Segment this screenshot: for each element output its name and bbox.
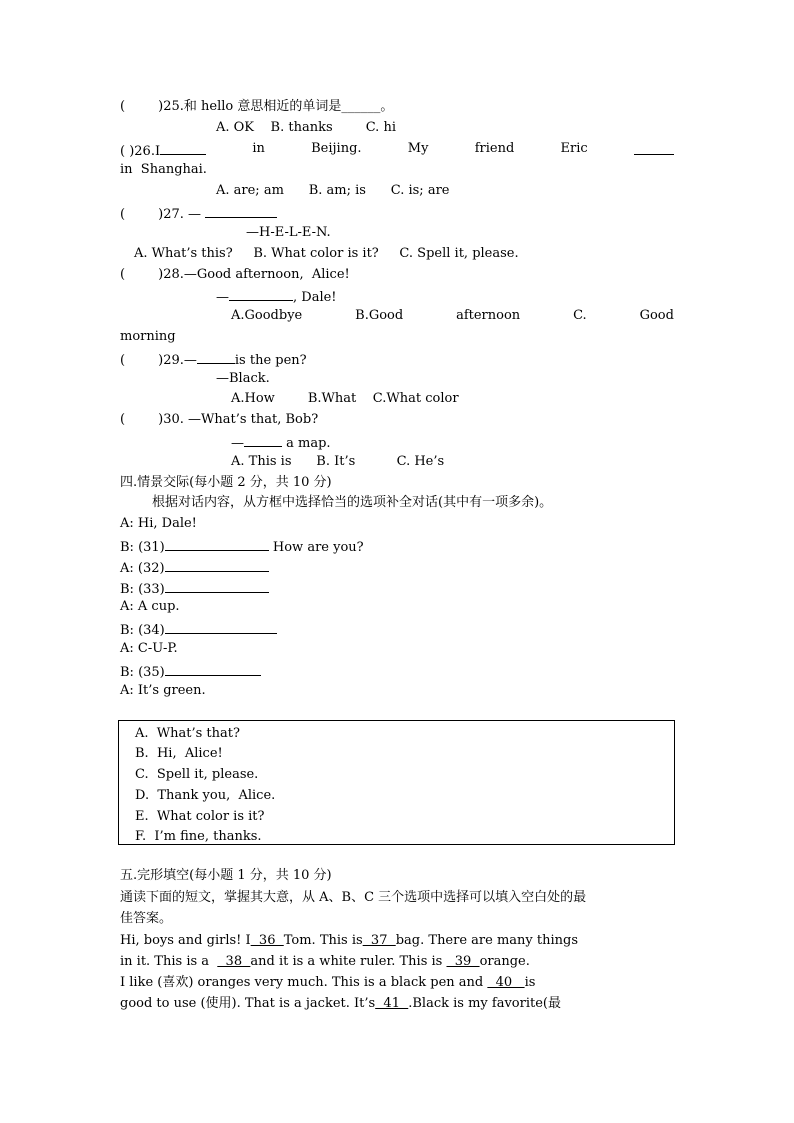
- dialogue-line: [120, 640, 178, 658]
- choice-c: C. Spell it, please.: [135, 767, 259, 782]
- q30-blank[interactable]: [244, 432, 282, 447]
- q28-options: [231, 307, 674, 325]
- choice-f: F. I’m fine, thanks.: [135, 829, 262, 844]
- passage-text: orange.: [479, 954, 530, 969]
- q29-answer: —Black.: [216, 371, 270, 386]
- q28-stem: ( )28.—Good afternoon, Alice!: [120, 267, 350, 282]
- dialogue-text: B: (35): [120, 665, 165, 680]
- q27-blank[interactable]: [205, 203, 277, 218]
- q25-options: A. OK B. thanks C. hi: [216, 120, 396, 135]
- blank-37[interactable]: 37: [362, 933, 396, 948]
- q25-stem: ( )25.和 hello 意思相近的单词是______。: [120, 99, 394, 114]
- dialogue-text: A: It’s green.: [120, 683, 206, 698]
- dialogue-line: [120, 536, 364, 557]
- dialogue-line: [120, 661, 261, 682]
- q27-stem: [120, 203, 277, 224]
- q30-stem: ( )30. —What’s that, Bob?: [120, 412, 319, 427]
- q28-option-a: A.Goodbye: [231, 308, 303, 323]
- passage-text: Tom. This is: [283, 933, 363, 948]
- q26-number: ( )26.: [120, 144, 155, 159]
- q26-word: friend: [474, 141, 515, 156]
- dialogue-line: [120, 619, 277, 640]
- q28-blank[interactable]: [229, 286, 293, 301]
- blank-35[interactable]: [165, 661, 261, 676]
- q26-word: Eric: [560, 141, 588, 156]
- section4-instruction: 根据对话内容，从方框中选择恰当的选项补全对话(其中有一项多余)。: [152, 495, 553, 510]
- passage-line: [120, 932, 578, 950]
- q26-line2: in Shanghai.: [120, 162, 207, 177]
- q30-reply: [231, 432, 331, 453]
- dialogue-text: B: (34): [120, 623, 165, 638]
- passage-line: [120, 953, 530, 971]
- blank-32[interactable]: [165, 557, 269, 572]
- dialogue-text: A: A cup.: [120, 599, 180, 614]
- q29-blank[interactable]: [197, 349, 235, 364]
- dialogue-text: B: (33): [120, 582, 165, 597]
- q28-option-c: C.: [573, 308, 587, 323]
- q28-wrap: morning: [120, 329, 176, 344]
- q28-dash: —: [216, 290, 229, 305]
- choice-d: D. Thank you, Alice.: [135, 788, 276, 803]
- choices-box: [118, 720, 675, 845]
- dialogue-text: A: Hi, Dale!: [120, 516, 197, 531]
- q26-word: in: [252, 141, 265, 156]
- q26-blank-1[interactable]: [160, 140, 206, 155]
- dialogue-line: [120, 682, 206, 700]
- dialogue-line: [120, 557, 269, 578]
- q28-reply: [216, 286, 337, 307]
- dialogue-line: [120, 578, 269, 599]
- q29-number: ( )29.—: [120, 353, 197, 368]
- passage-line: [120, 995, 561, 1013]
- q28-option-c-word: Good: [639, 308, 674, 323]
- q27-stem-text: ( )27. —: [120, 207, 202, 222]
- blank-40[interactable]: 40: [487, 975, 525, 990]
- q29-stem: [120, 349, 307, 370]
- q29-stem-text: is the pen?: [234, 353, 307, 368]
- q26-word: Beijing.: [311, 141, 362, 156]
- q30-options: A. This is B. It’s C. He’s: [231, 454, 445, 469]
- dialogue-text: B: (31): [120, 540, 165, 555]
- q27-answer: —H-E-L-E-N.: [246, 225, 331, 240]
- q26-stem: [120, 140, 674, 161]
- q29-options: A.How B.What C.What color: [231, 391, 459, 406]
- choice-e: E. What color is it?: [135, 809, 265, 824]
- q27-options: A. What’s this? B. What color is it? C. Spell it, please.: [134, 246, 519, 261]
- section4-title: 四.情景交际(每小题 2 分，共 10 分): [120, 475, 332, 490]
- q28-option-b-word: afternoon: [456, 308, 521, 323]
- q30-dash: —: [231, 436, 244, 451]
- blank-31[interactable]: [165, 536, 269, 551]
- blank-34[interactable]: [165, 619, 277, 634]
- passage-text: I like (喜欢) oranges very much. This is a black pen and: [120, 975, 488, 990]
- passage-text: bag. There are many things: [395, 933, 579, 948]
- passage-text: .Black is my favorite(最: [408, 996, 561, 1011]
- choice-a: A. What’s that?: [135, 726, 240, 741]
- section5-instruction-cont: 佳答案。: [120, 911, 173, 926]
- section5-instruction: 通读下面的短文，掌握其大意，从 A、B、C 三个选项中选择可以填入空白处的最: [120, 890, 587, 905]
- q26-word: I: [154, 144, 161, 159]
- q26-blank-2[interactable]: [634, 140, 674, 155]
- blank-41[interactable]: 41: [375, 996, 409, 1011]
- dialogue-text: How are you?: [268, 540, 364, 555]
- blank-39[interactable]: 39: [446, 954, 480, 969]
- passage-text: and it is a white ruler. This is: [250, 954, 447, 969]
- q30-reply-text: a map.: [282, 436, 331, 451]
- q28-reply-text: , Dale!: [293, 290, 337, 305]
- passage-text: is: [524, 975, 536, 990]
- passage-text: Hi, boys and girls! I: [120, 933, 251, 948]
- blank-38[interactable]: 38: [217, 954, 251, 969]
- q28-option-b: B.Good: [355, 308, 404, 323]
- dialogue-line: [120, 515, 197, 533]
- blank-36[interactable]: 36: [250, 933, 284, 948]
- q26-options: A. are; am B. am; is C. is; are: [216, 183, 450, 198]
- passage-text: good to use (使用). That is a jacket. It’s: [120, 996, 376, 1011]
- dialogue-text: A: C-U-P.: [120, 641, 178, 656]
- blank-33[interactable]: [165, 578, 269, 593]
- section5-title: 五.完形填空(每小题 1 分，共 10 分): [120, 868, 332, 883]
- passage-line: [120, 974, 535, 992]
- passage-text: in it. This is a: [120, 954, 218, 969]
- dialogue-line: [120, 598, 180, 616]
- q26-word: My: [407, 141, 429, 156]
- choice-b: B. Hi, Alice!: [135, 746, 223, 761]
- dialogue-text: A: (32): [120, 561, 165, 576]
